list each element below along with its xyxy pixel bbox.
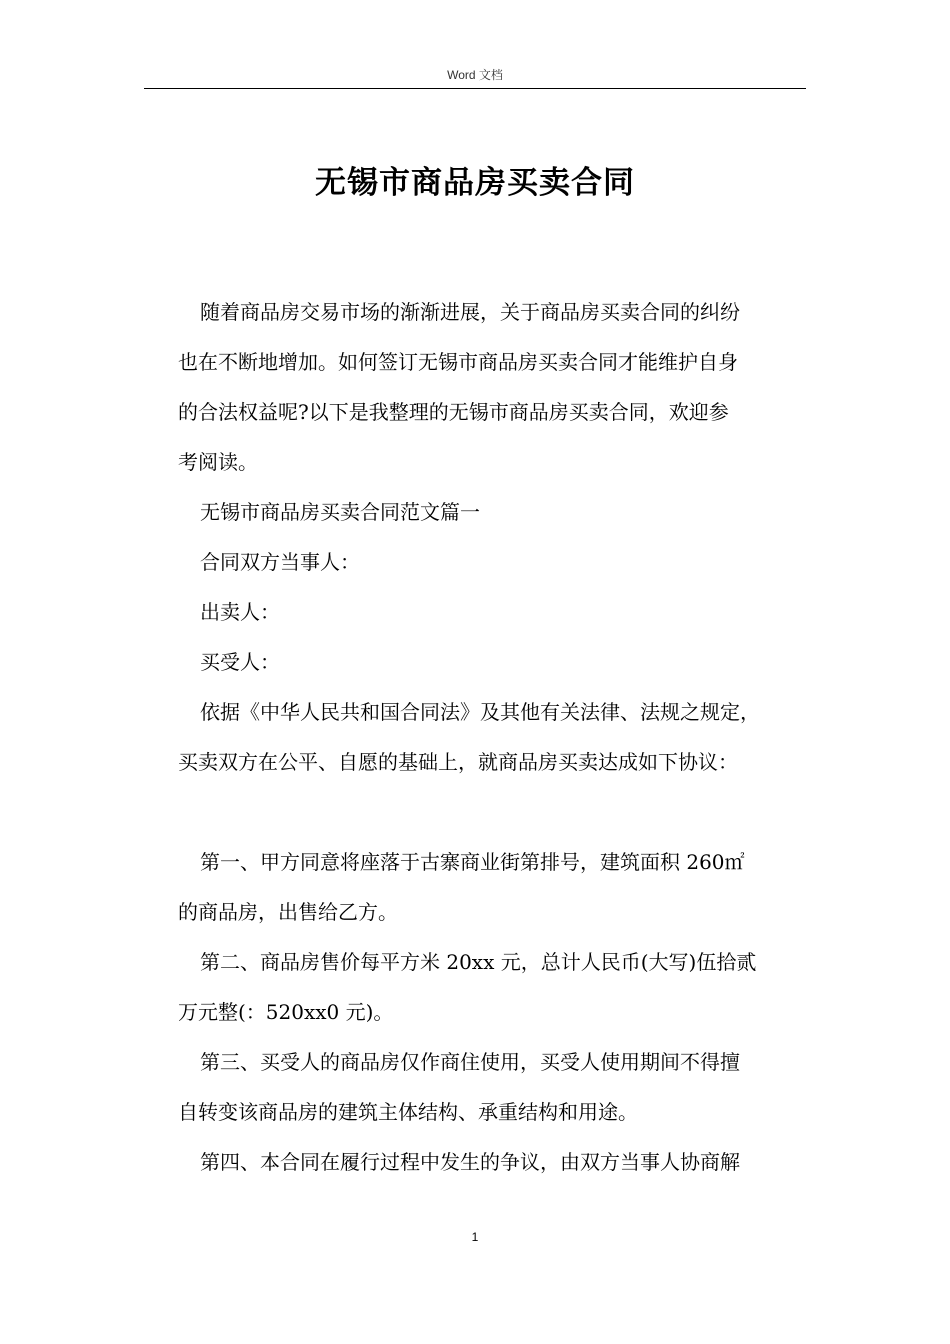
text-line: 的商品房，出售给乙方。 <box>178 900 398 924</box>
header-text: Word 文档 <box>447 68 503 82</box>
header-divider <box>144 88 806 89</box>
text-line: 买卖双方在公平、自愿的基础上，就商品房买卖达成如下协议： <box>178 750 738 774</box>
text-line: 依据《中华人民共和国合同法》及其他有关法律、法规之规定， <box>200 700 760 724</box>
text-line: 也在不断地增加。如何签订无锡市商品房买卖合同才能维护自身 <box>178 350 738 374</box>
text-line: 自转变该商品房的建筑主体结构、承重结构和用途。 <box>178 1100 638 1124</box>
text-line: 买受人： <box>200 650 280 674</box>
text-line: 随着商品房交易市场的渐渐进展，关于商品房买卖合同的纠纷 <box>200 300 740 324</box>
text-line: 的合法权益呢?以下是我整理的无锡市商品房买卖合同，欢迎参 <box>178 400 729 424</box>
text-line: 出卖人： <box>200 600 280 624</box>
text-line: 合同双方当事人： <box>200 550 360 574</box>
text-line: 万元整(：520xx0 元)。 <box>178 1000 394 1024</box>
document-title: 无锡市商品房买卖合同 <box>315 165 635 201</box>
text-line: 第二、商品房售价每平方米 20xx 元，总计人民币(大写)伍拾贰 <box>200 950 757 974</box>
text-line: 第四、本合同在履行过程中发生的争议，由双方当事人协商解 <box>200 1150 740 1174</box>
text-line: 第三、买受人的商品房仅作商住使用，买受人使用期间不得擅 <box>200 1050 740 1074</box>
text-line: 第一、甲方同意将座落于古寨商业街第排号，建筑面积 260㎡ <box>200 850 745 874</box>
section-heading: 无锡市商品房买卖合同范文篇一 <box>200 500 480 524</box>
text-line: 考阅读。 <box>178 450 258 474</box>
page-number: 1 <box>471 1230 479 1244</box>
